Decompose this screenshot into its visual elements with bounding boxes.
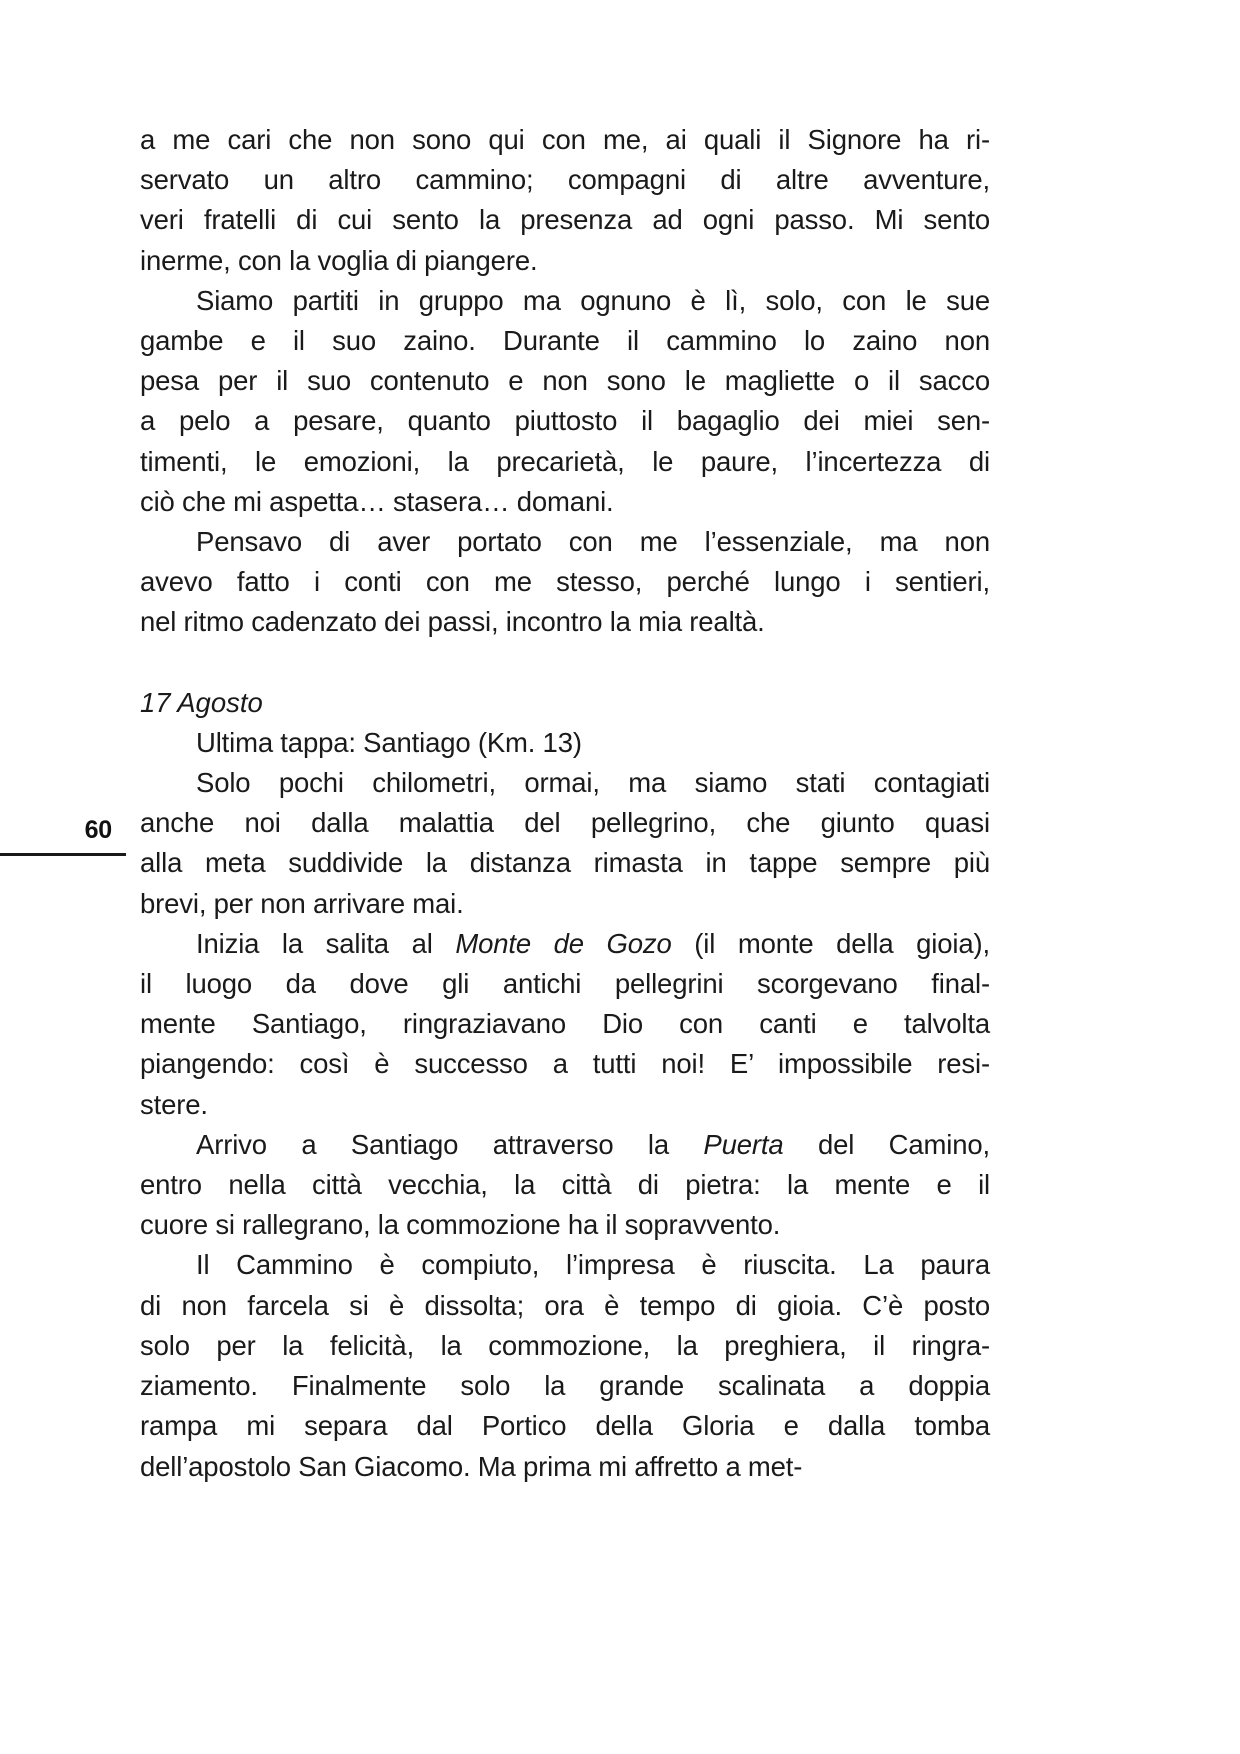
italic-place-name: Monte de Gozo	[455, 927, 672, 959]
text-run: del Camino,	[783, 1128, 990, 1160]
text-line: brevi, per non arrivare mai.	[140, 887, 464, 919]
paragraph-7	[140, 1245, 990, 1486]
stage-line	[140, 723, 990, 763]
text-line-mixed	[140, 924, 990, 964]
date-heading: 17 Agosto	[140, 686, 263, 718]
text-run: Arrivo a Santiago attraverso la	[196, 1128, 704, 1160]
folio	[0, 815, 126, 859]
text-line: mente Santiago, ringraziavano Dio con canti e talvolta	[140, 1008, 990, 1040]
page-number: 60	[84, 816, 112, 844]
text-line: timenti, le emozioni, la precarietà, le paure, l’incertezza di	[140, 445, 990, 477]
text-line: nel ritmo cadenzato dei passi, incontro la mia realtà.	[140, 606, 765, 638]
text-line: entro nella città vecchia, la città di pietra: la mente e il	[140, 1169, 990, 1201]
text-line: gambe e il suo zaino. Durante il cammino lo zaino non	[140, 325, 990, 357]
text-line: inerme, con la voglia di piangere.	[140, 244, 538, 276]
text-line: Ultima tappa: Santiago (Km. 13)	[196, 726, 582, 758]
text-line: di non farcela si è dissolta; ora è tempo di gioia. C’è posto	[140, 1289, 990, 1321]
text-line: a me cari che non sono qui con me, ai quali il Signore ha ri-	[140, 124, 990, 155]
paragraph-6	[140, 1125, 990, 1246]
folio-rule	[0, 853, 126, 856]
paragraph-4	[140, 763, 990, 924]
text-line: stere.	[140, 1088, 208, 1120]
text-line: anche noi dalla malattia del pellegrino, che giunto quasi	[140, 807, 990, 839]
text-line: veri fratelli di cui sento la presenza ad ogni passo. Mi sento	[140, 204, 990, 236]
italic-place-name: Puerta	[703, 1128, 784, 1160]
text-line: ciò che mi aspetta… stasera… domani.	[140, 485, 614, 517]
text-line: a pelo a pesare, quanto piuttosto il bagaglio dei miei sen-	[140, 405, 990, 437]
text-line: dell’apostolo San Giacomo. Ma prima mi affretto a met-	[140, 1450, 803, 1482]
text-column	[140, 120, 990, 1487]
paragraph-spacer	[140, 643, 990, 683]
paragraph-3	[140, 522, 990, 643]
text-run: Inizia la salita al	[196, 927, 456, 959]
text-line: servato un altro cammino; compagni di altre avventure,	[140, 164, 990, 196]
text-line-mixed	[140, 1125, 990, 1165]
text-line: Pensavo di aver portato con me l’essenziale, ma non	[196, 526, 990, 558]
text-line: Il Cammino è compiuto, l’impresa è riuscita. La paura	[196, 1249, 990, 1281]
text-line: rampa mi separa dal Portico della Gloria e dalla tomba	[140, 1410, 990, 1442]
paragraph-5	[140, 924, 990, 1125]
text-line: Siamo partiti in gruppo ma ognuno è lì, solo, con le sue	[196, 284, 990, 316]
text-line: pesa per il suo contenuto e non sono le magliette o il sacco	[140, 365, 990, 397]
text-line: solo per la felicità, la commozione, la preghiera, il ringra-	[140, 1329, 990, 1361]
text-line: alla meta suddivide la distanza rimasta in tappe sempre più	[140, 847, 990, 879]
text-line: il luogo da dove gli antichi pellegrini scorgevano final-	[140, 968, 990, 1000]
text-line: cuore si rallegrano, la commozione ha il sopravvento.	[140, 1209, 781, 1241]
text-line: Solo pochi chilometri, ormai, ma siamo stati contagiati	[196, 767, 990, 799]
paragraph-1	[140, 120, 990, 281]
text-line: piangendo: così è successo a tutti noi! E’ impossibile resi-	[140, 1048, 990, 1080]
text-run: (il monte della gioia),	[671, 927, 990, 959]
paragraph-2	[140, 281, 990, 522]
text-line: avevo fatto i conti con me stesso, perché lungo i sentieri,	[140, 566, 990, 598]
text-line: ziamento. Finalmente solo la grande scalinata a doppia	[140, 1370, 990, 1402]
